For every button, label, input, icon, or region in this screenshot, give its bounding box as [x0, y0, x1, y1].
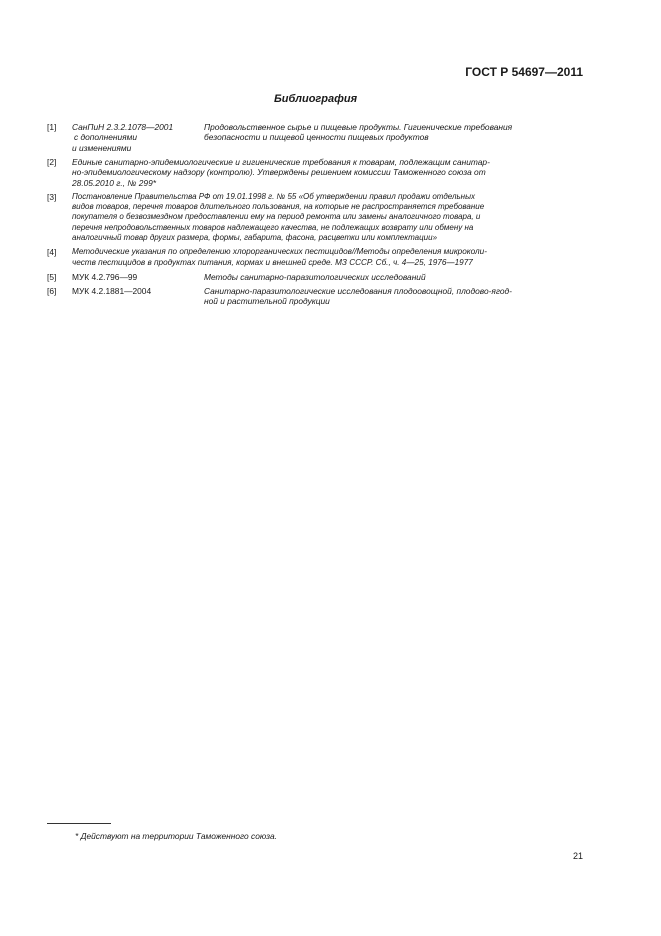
- text-line: Постановление Правительства РФ от 19.01.1998 г. № 55 «Об утверждении правил продажи отдельных: [72, 191, 475, 201]
- bibliography-entry-3: [47, 192, 583, 244]
- bibliography-entry-5: [47, 272, 583, 282]
- entry-number: [2]: [47, 156, 57, 167]
- bibliography-title: Библиография: [273, 93, 358, 105]
- entry-number: [4]: [47, 247, 57, 258]
- code-line: МУК 4.2.796—99: [72, 271, 138, 282]
- desc-line: Санитарно-паразитологические исследования плодоовощной, плодово-ягод-: [204, 285, 512, 296]
- entry-text: [72, 247, 583, 268]
- bibliography-entry-2: [47, 157, 583, 188]
- text-line: перечня непродовольственных товаров надлежащего качества, не подлежащих возврату или обмену на: [72, 222, 474, 232]
- text-line: аналогичный товар других размера, формы, габарита, фасона, расцветки или комплектации»: [72, 233, 438, 243]
- code-line: с дополнениями: [74, 132, 138, 143]
- desc-line: Методы санитарно-паразитологических исследований: [204, 271, 426, 282]
- entry-code: [72, 286, 204, 296]
- standard-code-header: ГОСТ Р 54697—2011: [465, 65, 583, 79]
- desc-line: ной и растительной продукции: [204, 296, 330, 307]
- bibliography-list: [47, 122, 583, 310]
- entry-description: [204, 122, 583, 143]
- bibliography-entry-4: [47, 247, 583, 268]
- text-line: честв пестицидов в продуктах питания, кормах и внешней среде. МЗ СССР. Сб., ч. 4—25, 1976—1977: [72, 257, 473, 267]
- text-line: 28.05.2010 г., № 299*: [72, 177, 156, 188]
- text-line: Единые санитарно-эпидемиологические и гигиенические требования к товарам, подлежащим санитар-: [72, 156, 490, 167]
- code-line: и изменениями: [72, 142, 132, 153]
- entry-text: [72, 157, 583, 188]
- bibliography-entry-1: [47, 122, 583, 153]
- bibliography-entry-6: [47, 286, 583, 307]
- footnote-divider: [47, 823, 111, 824]
- desc-line: Продовольственное сырье и пищевые продукты. Гигиенические требования: [204, 122, 513, 132]
- entry-code: [72, 272, 204, 282]
- text-line: но-эпидемиологическому надзору (контролю). Утверждены решением комиссии Таможенного союза от: [72, 167, 486, 178]
- entry-description: [204, 272, 583, 282]
- entry-number: [1]: [47, 122, 57, 132]
- entry-code: [72, 122, 204, 153]
- entry-number: [5]: [47, 271, 57, 282]
- entry-description: [204, 286, 583, 307]
- entry-number: [6]: [47, 285, 57, 296]
- entry-number: [3]: [47, 191, 57, 202]
- code-line: СанПиН 2.3.2.1078—2001: [72, 122, 174, 132]
- desc-line: безопасности и пищевой ценности пищевых продуктов: [204, 132, 429, 143]
- entry-text: [72, 192, 583, 244]
- footnote: * Действуют на территории Таможенного союза.: [75, 831, 277, 841]
- text-line: видов товаров, перечня товаров длительного пользования, на которые не распространяется требование: [72, 202, 485, 212]
- code-line: МУК 4.2.1881—2004: [72, 285, 152, 296]
- text-line: покупателя о безвозмездном предоставлении ему на период ремонта или замены аналогичного товара, и: [72, 212, 481, 222]
- text-line: Методические указания по определению хлорорганических пестицидов//Методы определения микроколи-: [72, 247, 487, 257]
- page-number: 21: [572, 851, 583, 861]
